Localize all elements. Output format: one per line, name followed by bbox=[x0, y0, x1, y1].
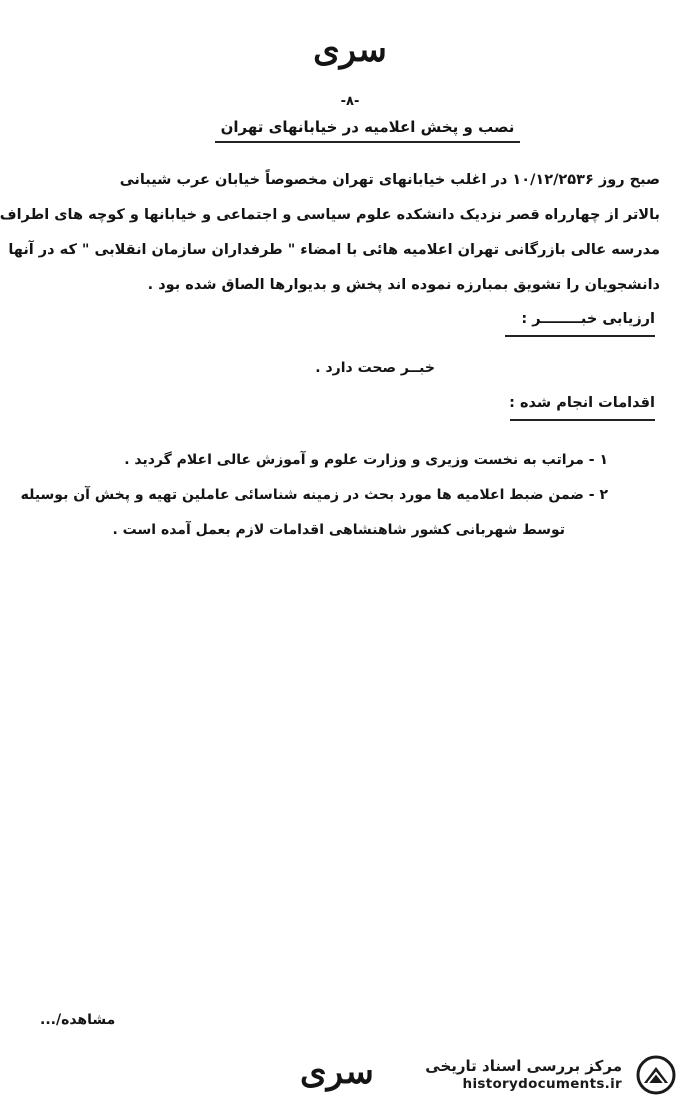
classification-stamp-bottom: سری bbox=[300, 1052, 374, 1092]
document-number: -۸- bbox=[340, 94, 360, 109]
archive-logo-icon bbox=[632, 1055, 680, 1095]
evaluation-value: خبــر صحت دارد . bbox=[315, 360, 435, 376]
archive-watermark bbox=[420, 1055, 680, 1095]
evaluation-label-underline bbox=[505, 335, 655, 337]
watermark-archive-name: مرکز بررسی اسناد تاریخی bbox=[425, 1057, 622, 1075]
title-underline bbox=[215, 141, 520, 143]
action-item-1: ۱ - مراتب به نخست وزیری و وزارت علوم و آموزش عالی اعلام گردید . bbox=[124, 452, 608, 468]
body-line-2: بالاتر از چهارراه قصر نزدیک دانشکده علوم سیاسی و اجتماعی و خیابانها و کوچه های اطراف bbox=[0, 207, 660, 223]
evaluation-label: ارزیابی خبــــــــر : bbox=[521, 311, 655, 327]
body-line-1: صبح روز ۱۰/۱۲/۲۵۳۶ در اغلب خیابانهای تهران مخصوصاً خیابان عرب شیبانی bbox=[119, 172, 660, 188]
observed-note: مشاهده/... bbox=[40, 1012, 116, 1028]
body-line-4: دانشجویان را تشویق بمبارزه نموده اند پخش و بدیوارها الصاق شده بود . bbox=[147, 277, 660, 293]
body-line-3: مدرسه عالی بازرگانی تهران اعلامیه هائی با امضاء " طرفداران سازمان انقلابی " که در آنها bbox=[8, 242, 660, 258]
watermark-domain: historydocuments.ir bbox=[462, 1076, 622, 1092]
action-item-2: ۲ - ضمن ضبط اعلامیه ها مورد بحث در زمینه شناسائی عاملین تهیه و پخش آن بوسیله bbox=[20, 487, 608, 503]
actions-label: اقدامات انجام شده : bbox=[509, 395, 655, 411]
classification-stamp-top: سری bbox=[313, 30, 387, 70]
action-item-2-continued: توسط شهربانی کشور شاهنشاهی اقدامات لازم بعمل آمده است . bbox=[112, 522, 565, 538]
document-title: نصب و پخش اعلامیه در خیابانهای تهران bbox=[220, 118, 515, 136]
actions-label-underline bbox=[510, 419, 655, 421]
